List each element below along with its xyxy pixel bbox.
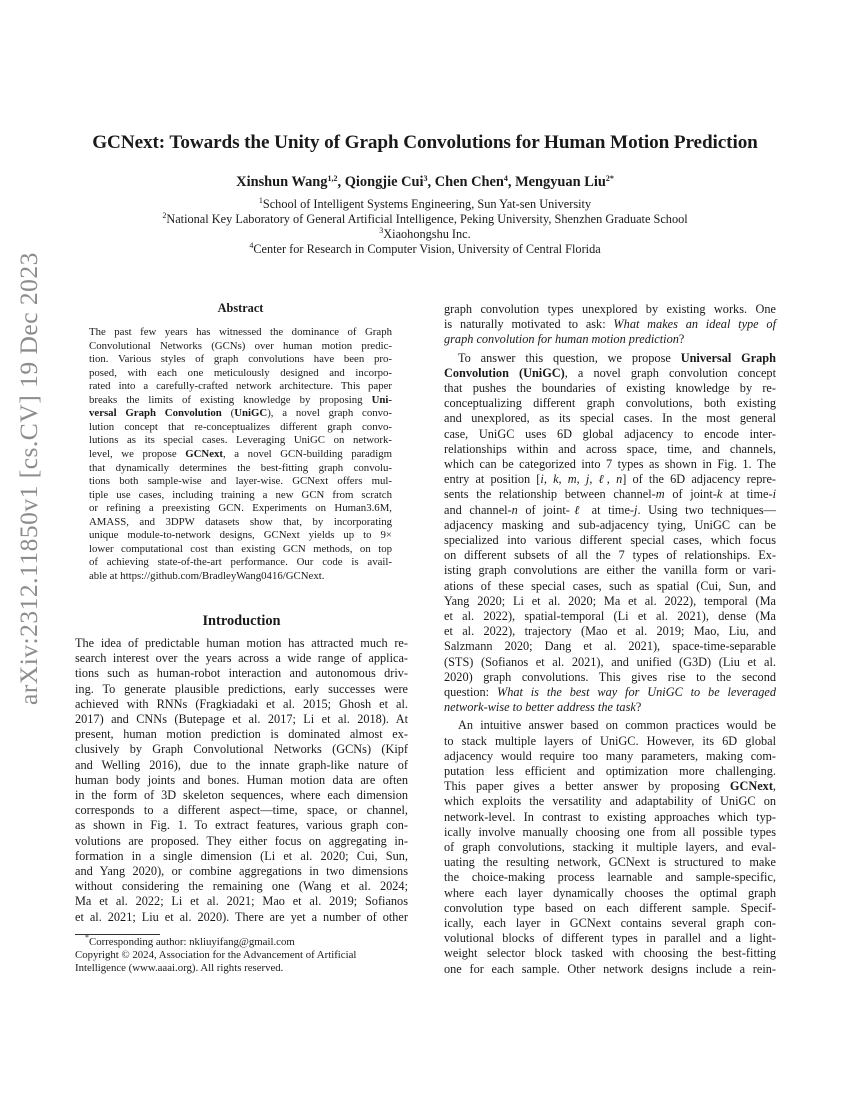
author-name: Xinshun Wang (236, 174, 328, 190)
text-line: 2020) graph convolutions. This gives rise to the second (444, 669, 776, 684)
affil-mark: 4 (249, 241, 254, 250)
text-line: and channel-n of joint-ℓ at time-j. Using two techniques— (444, 502, 776, 517)
text-line: tiple use cases, including training a new GCN from scratch (89, 488, 392, 501)
text-line: et al. 2022), spatial-temporal (Li et al. 2021), dense (Ma (444, 609, 776, 623)
text-line: Convolutional Networks (GCNs) over human motion predic- (89, 339, 392, 352)
arxiv-stamp: arXiv:2312.11850v1 [cs.CV] 19 Dec 2023 (14, 252, 43, 705)
author-affil-mark: 3 (423, 174, 428, 183)
text-line: graph convolution for human motion prediction? (444, 332, 685, 347)
affil-text: School of Intelligent Systems Engineering, Sun Yat-sen University (262, 197, 592, 211)
text-line: The past few years has witnessed the dominance of Graph (89, 326, 392, 338)
copyright-line: Copyright © 2024, Association for the Advancement of Artificial (75, 949, 357, 961)
text-line: lower computational cost than existing GCN methods, on top (89, 542, 392, 555)
text-line: network-wise to better address the task? (444, 700, 642, 715)
text-line: corresponds to a different aspect—time, space, or channel, (75, 803, 408, 818)
text-line: The idea of predictable human motion has attracted much re- (75, 636, 408, 650)
copyright-line: Intelligence (www.aaai.org). All rights reserved. (75, 962, 284, 974)
text-line: clusively by Graph Convolutional Networks (GCNs) (Kipf (75, 742, 408, 757)
text-line: unique module-to-network designs, GCNext yields up to 9× (89, 529, 392, 542)
text-line: without considering the remaining one (Wang et al. 2024; (75, 879, 408, 894)
text-line: adjacency masking and sub-adjacency tying, UniGC can be (444, 517, 776, 532)
text-line: This paper gives a better answer by proposing GCNext, (444, 779, 776, 794)
text-line: human body joints and bones. Human motion data are often (75, 772, 408, 787)
author-name: Qiongjie Cui (344, 174, 424, 190)
affiliation (0, 227, 850, 242)
text-line: versal Graph Convolution (UniGC), a novel graph convo- (89, 407, 393, 420)
text-line: present, human motion prediction is dominated almost ex- (75, 727, 408, 742)
author-affil-mark: 4 (503, 174, 508, 183)
abstract-heading: Abstract (217, 301, 264, 315)
text-line: 2017) and CNNs (Butepage et al. 2017; Li et al. 2018). At (75, 712, 408, 726)
text-line: of graph convolutions, stacking it multiple layers, and eval- (444, 840, 776, 854)
text-line: relationships within and across space, time, and channels, (444, 441, 776, 456)
text-line: volutional blocks of different types in parallel and a light- (444, 931, 776, 946)
text-line: where each layer dynamically chooses the optimal graph (444, 885, 776, 900)
text-line: able at https://github.com/BradleyWang0416/GCNext. (89, 569, 325, 582)
text-line: An intuitive answer based on common practices would be (458, 718, 776, 733)
footnote-text: Corresponding author: nkliuyifang@gmail.com (89, 936, 295, 948)
text-line: which can be categorized into 7 types as shown in Fig. 1. The (444, 457, 776, 471)
text-line: ing. To generate plausible predictions, early successes were (75, 681, 408, 696)
text-line: uating the resulting network, GCNext is structured to make (444, 855, 776, 870)
text-line: formation in a single dimension (Li et al. 2020; Cui, Sun, (75, 848, 408, 863)
affiliation (0, 242, 850, 257)
text-line: et al. 2022), trajectory (Mao et al. 2019; Mao, Liu, and (444, 624, 776, 639)
text-line: in the form of 3D skeleton sequences, where each dimension (75, 788, 408, 802)
text-line: and Yang 2020), or combine aggregations in two dimensions (75, 864, 408, 878)
author-name: Mengyuan Liu (515, 174, 606, 190)
text-line: question: What is the best way for UniGC to be leveraged (444, 685, 776, 699)
text-line: ically, each layer in GCNext contains several graph con- (444, 916, 776, 930)
text-line: volutions are proposed. They either focus on aggregating in- (75, 833, 408, 848)
text-line: which exploits the versatility and adaptability of UniGC on (444, 794, 776, 809)
affil-mark: 3 (379, 226, 384, 235)
text-line: To answer this question, we propose Universal Graph (458, 350, 776, 365)
text-line: ically involve manually choosing one from all possible types (444, 824, 776, 839)
text-line: of achieving state-of-the-art performance. Our code is avail- (89, 556, 392, 569)
author-affil-mark: 2* (605, 174, 614, 183)
text-line: on different subsets of all the 7 types of relationships. Ex- (444, 548, 776, 563)
text-line: Ma et al. 2022; Li et al. 2021; Mao et al. 2019; Sofianos (75, 894, 408, 909)
text-line: or refining a preexisting GCN. Experiments on Human3.6M, (89, 502, 392, 515)
text-line: (STS) (Sofianos et al. 2021), and unified (G3D) (Liu et al. (444, 654, 776, 669)
text-line: tions both sample-wise and layer-wise. GCNext offers mul- (89, 475, 392, 488)
text-line: as shown in Fig. 1. To extract features, various graph con- (75, 818, 408, 833)
text-line: one for each sample. Other network designs include a rein- (444, 961, 776, 976)
text-line: adjacency would require too many parameters, making com- (444, 748, 776, 763)
text-line: putation less efficient and optimization more challenging. (444, 764, 776, 778)
text-line: Convolution (UniGC), a novel graph convolution concept (444, 365, 776, 380)
text-line: graph convolution types unexplored by existing works. One (444, 302, 776, 316)
text-line: that dynamically determines the best-fitting graph convolu- (89, 461, 392, 474)
text-line: that pushes the boundaries of existing knowledge by re- (444, 381, 776, 395)
text-line: specialized into various different special cases, which focus (444, 533, 776, 547)
text-line: entry at position [i, k, m, j, ℓ, n] of the 6D adjacency repre- (444, 472, 776, 487)
introduction-heading: Introduction (202, 613, 281, 629)
text-line: lutions as its special cases. Leveraging UniGC on network- (89, 434, 392, 447)
affil-text: Center for Research in Computer Vision, University of Central Florida (253, 242, 601, 256)
affiliation (0, 212, 850, 227)
text-line: to stack multiple layers of UniGC. However, its 6D global (444, 733, 776, 748)
affil-text: Xiaohongshu Inc. (383, 227, 471, 241)
affil-mark: 1 (258, 196, 263, 205)
text-line: et al. 2021; Liu et al. 2020). There are yet a number of other (75, 909, 408, 924)
footnote-mark: * (85, 933, 89, 942)
text-line: Yang 2020; Li et al. 2020; Ma et al. 2022), temporal (Ma (444, 593, 776, 608)
text-line: search interest over the years across a wide range of applica- (75, 651, 408, 666)
text-line: and unexplored, as its special cases. In the most general (444, 411, 776, 426)
text-line: weight selector block tasked with choosing the best-fitting (444, 946, 776, 961)
affiliation (0, 197, 850, 212)
text-line: ations of these special cases, such as spatial (Cui, Sun, and (444, 578, 776, 593)
affil-text: National Key Laboratory of General Artificial Intelligence, Peking University, Shenzhen Graduate School (166, 212, 688, 226)
text-line: sents the relationship between channel-m of joint-k at time-i (444, 487, 776, 502)
text-line: isting graph convolutions are either the vanilla form or vari- (444, 563, 776, 578)
text-line: the choice-making process learnable and sample-specific, (444, 870, 776, 885)
text-line: and Welling 2016), due to the innate graph-like nature of (75, 757, 408, 772)
text-line: breaks the limits of existing knowledge by proposing Uni- (89, 393, 392, 406)
author-list: Xinshun Wang$^{1,2}$, Qiongjie Cui$^3$, Chen Chen$^4$, Mengyuan Liu$^{2*}$ (236, 174, 614, 190)
text-line: tion. Various styles of graph convolutions have been pro- (89, 353, 392, 366)
text-line: posed, with each one meticulously designed and incorpo- (89, 366, 392, 379)
text-line: conceptualizing different graph convolutions, both existing (444, 396, 776, 411)
text-line: AMASS, and 3DPW datasets show that, by incorporating (89, 515, 392, 528)
text-line: is naturally motivated to ask: What makes an ideal type of (444, 317, 776, 332)
footnote-corresponding (75, 933, 408, 949)
text-line: network-level. In contrast to existing approaches which typ- (444, 809, 776, 824)
text-line: case, UniGC uses 6D global adjacency to encode inter- (444, 426, 776, 441)
author-name: Chen Chen (434, 174, 504, 190)
text-line: lution concept that re-conceptualizes different graph convo- (89, 420, 392, 433)
affil-mark: 2 (162, 211, 167, 220)
author-affil-mark: 1,2 (327, 174, 338, 183)
text-line: convolution type based on each different sample. Specif- (444, 900, 776, 915)
text-line: Salzmann 2020; Dang et al. 2021), space-time-separable (444, 639, 776, 654)
text-line: tions such as human-robot interaction and autonomous driv- (75, 666, 408, 681)
text-line: rated into a carefully-crafted network architecture. This paper (89, 380, 392, 393)
text-line: level, we propose GCNext, a novel GCN-building paradigm (89, 447, 392, 460)
text-line: achieved with RNNs (Fragkiadaki et al. 2015; Ghosh et al. (75, 696, 408, 711)
paper-title: GCNext: Towards the Unity of Graph Convolutions for Human Motion Prediction (92, 132, 758, 153)
